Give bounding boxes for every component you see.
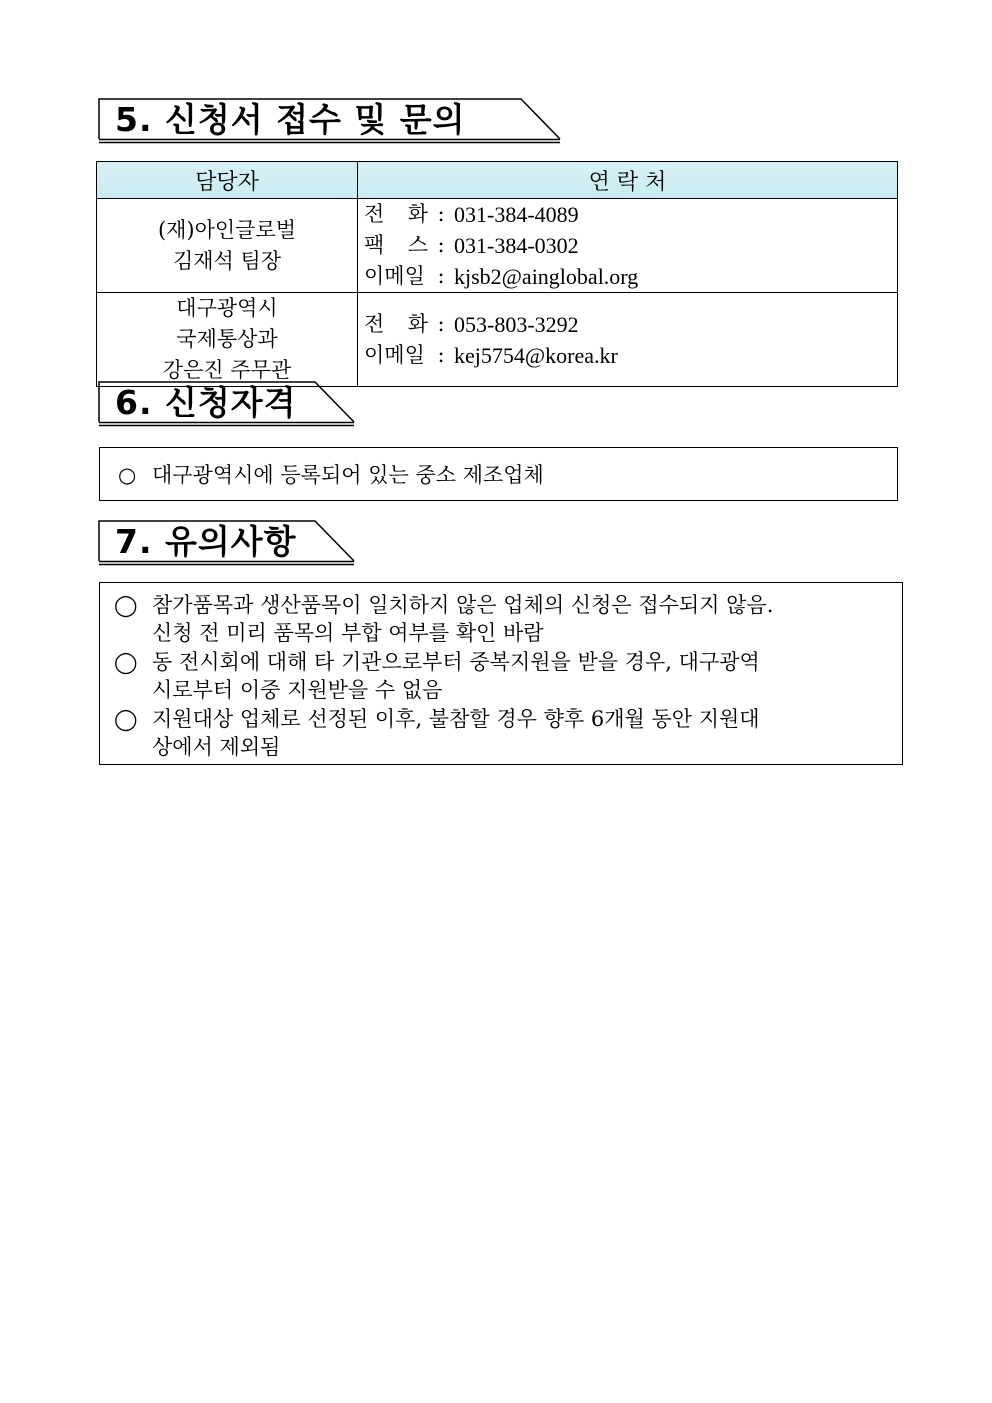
contact-line: 이메일 : kej5754@korea.kr	[358, 340, 897, 371]
contact-line: 팩 스 : 031-384-0302	[358, 230, 897, 261]
table-header-row	[97, 162, 898, 199]
notes-box	[99, 582, 903, 765]
bullet-icon: ◯	[114, 707, 138, 731]
contact-info-cell	[358, 293, 898, 387]
header-contact: 연 락 처	[358, 162, 898, 199]
note-line: 신청 전 미리 품목의 부합 여부를 확인 바람	[152, 621, 544, 645]
contact-line: 전 화 : 053-803-3292	[358, 309, 897, 340]
contact-label: 전 화	[364, 202, 428, 226]
section-5-heading	[99, 99, 561, 144]
contact-label: 이메일	[364, 264, 425, 288]
eligibility-text: 대구광역시에 등록되어 있는 중소 제조업체	[152, 463, 544, 487]
person-name: 김재석 팀장	[172, 248, 282, 273]
note-line: 지원대상 업체로 선정된 이후, 불참할 경우 향후 6개월 동안 지원대	[152, 707, 760, 731]
section-5-title: 5. 신청서 접수 및 문의	[115, 100, 466, 139]
contact-info-cell	[358, 199, 898, 293]
email-value[interactable]: kjsb2@ainglobal.org	[454, 264, 639, 289]
fax-value: 031-384-0302	[454, 233, 579, 258]
person-name: 강은진 주무관	[162, 358, 292, 382]
contact-label: 팩 스	[364, 233, 428, 257]
list-item	[114, 648, 902, 704]
contact-label: 이메일	[364, 342, 425, 367]
note-line: 동 전시회에 대해 타 기관으로부터 중복지원을 받을 경우, 대구광역	[152, 650, 760, 674]
contact-label: 전 화	[364, 311, 428, 336]
person-dept: 국제통상과	[176, 327, 278, 351]
section-7-title: 7. 유의사항	[115, 522, 297, 561]
bullet-icon: ◯	[114, 593, 138, 617]
contact-line: 전 화 : 031-384-4089	[358, 199, 897, 230]
bullet-icon: ◯	[114, 650, 138, 674]
person-org: 대구광역시	[176, 296, 278, 320]
note-line: 상에서 제외됨	[152, 735, 281, 759]
contact-table	[96, 161, 898, 387]
list-item	[118, 461, 544, 489]
contact-line: 이메일 : kjsb2@ainglobal.org	[358, 261, 897, 292]
bullet-icon: ○	[118, 463, 137, 487]
section-7-heading	[99, 521, 355, 566]
note-line: 시로부터 이중 지원받을 수 없음	[152, 678, 443, 702]
list-item	[114, 705, 902, 761]
table-row	[97, 199, 898, 293]
contact-person-cell	[97, 199, 358, 293]
header-person: 담당자	[97, 162, 358, 199]
phone-value[interactable]: 053-803-3292	[454, 311, 579, 337]
section-6-heading	[99, 382, 355, 427]
person-org: (재)아인글로벌	[157, 217, 297, 242]
phone-value[interactable]: 031-384-4089	[454, 202, 579, 227]
note-line: 참가품목과 생산품목이 일치하지 않은 업체의 신청은 접수되지 않음.	[152, 593, 774, 617]
section-6-title: 6. 신청자격	[115, 383, 297, 422]
eligibility-box	[99, 447, 898, 501]
email-value[interactable]: kej5754@korea.kr	[454, 342, 618, 368]
table-row	[97, 293, 898, 387]
list-item	[114, 591, 902, 647]
contact-person-cell	[97, 293, 358, 387]
